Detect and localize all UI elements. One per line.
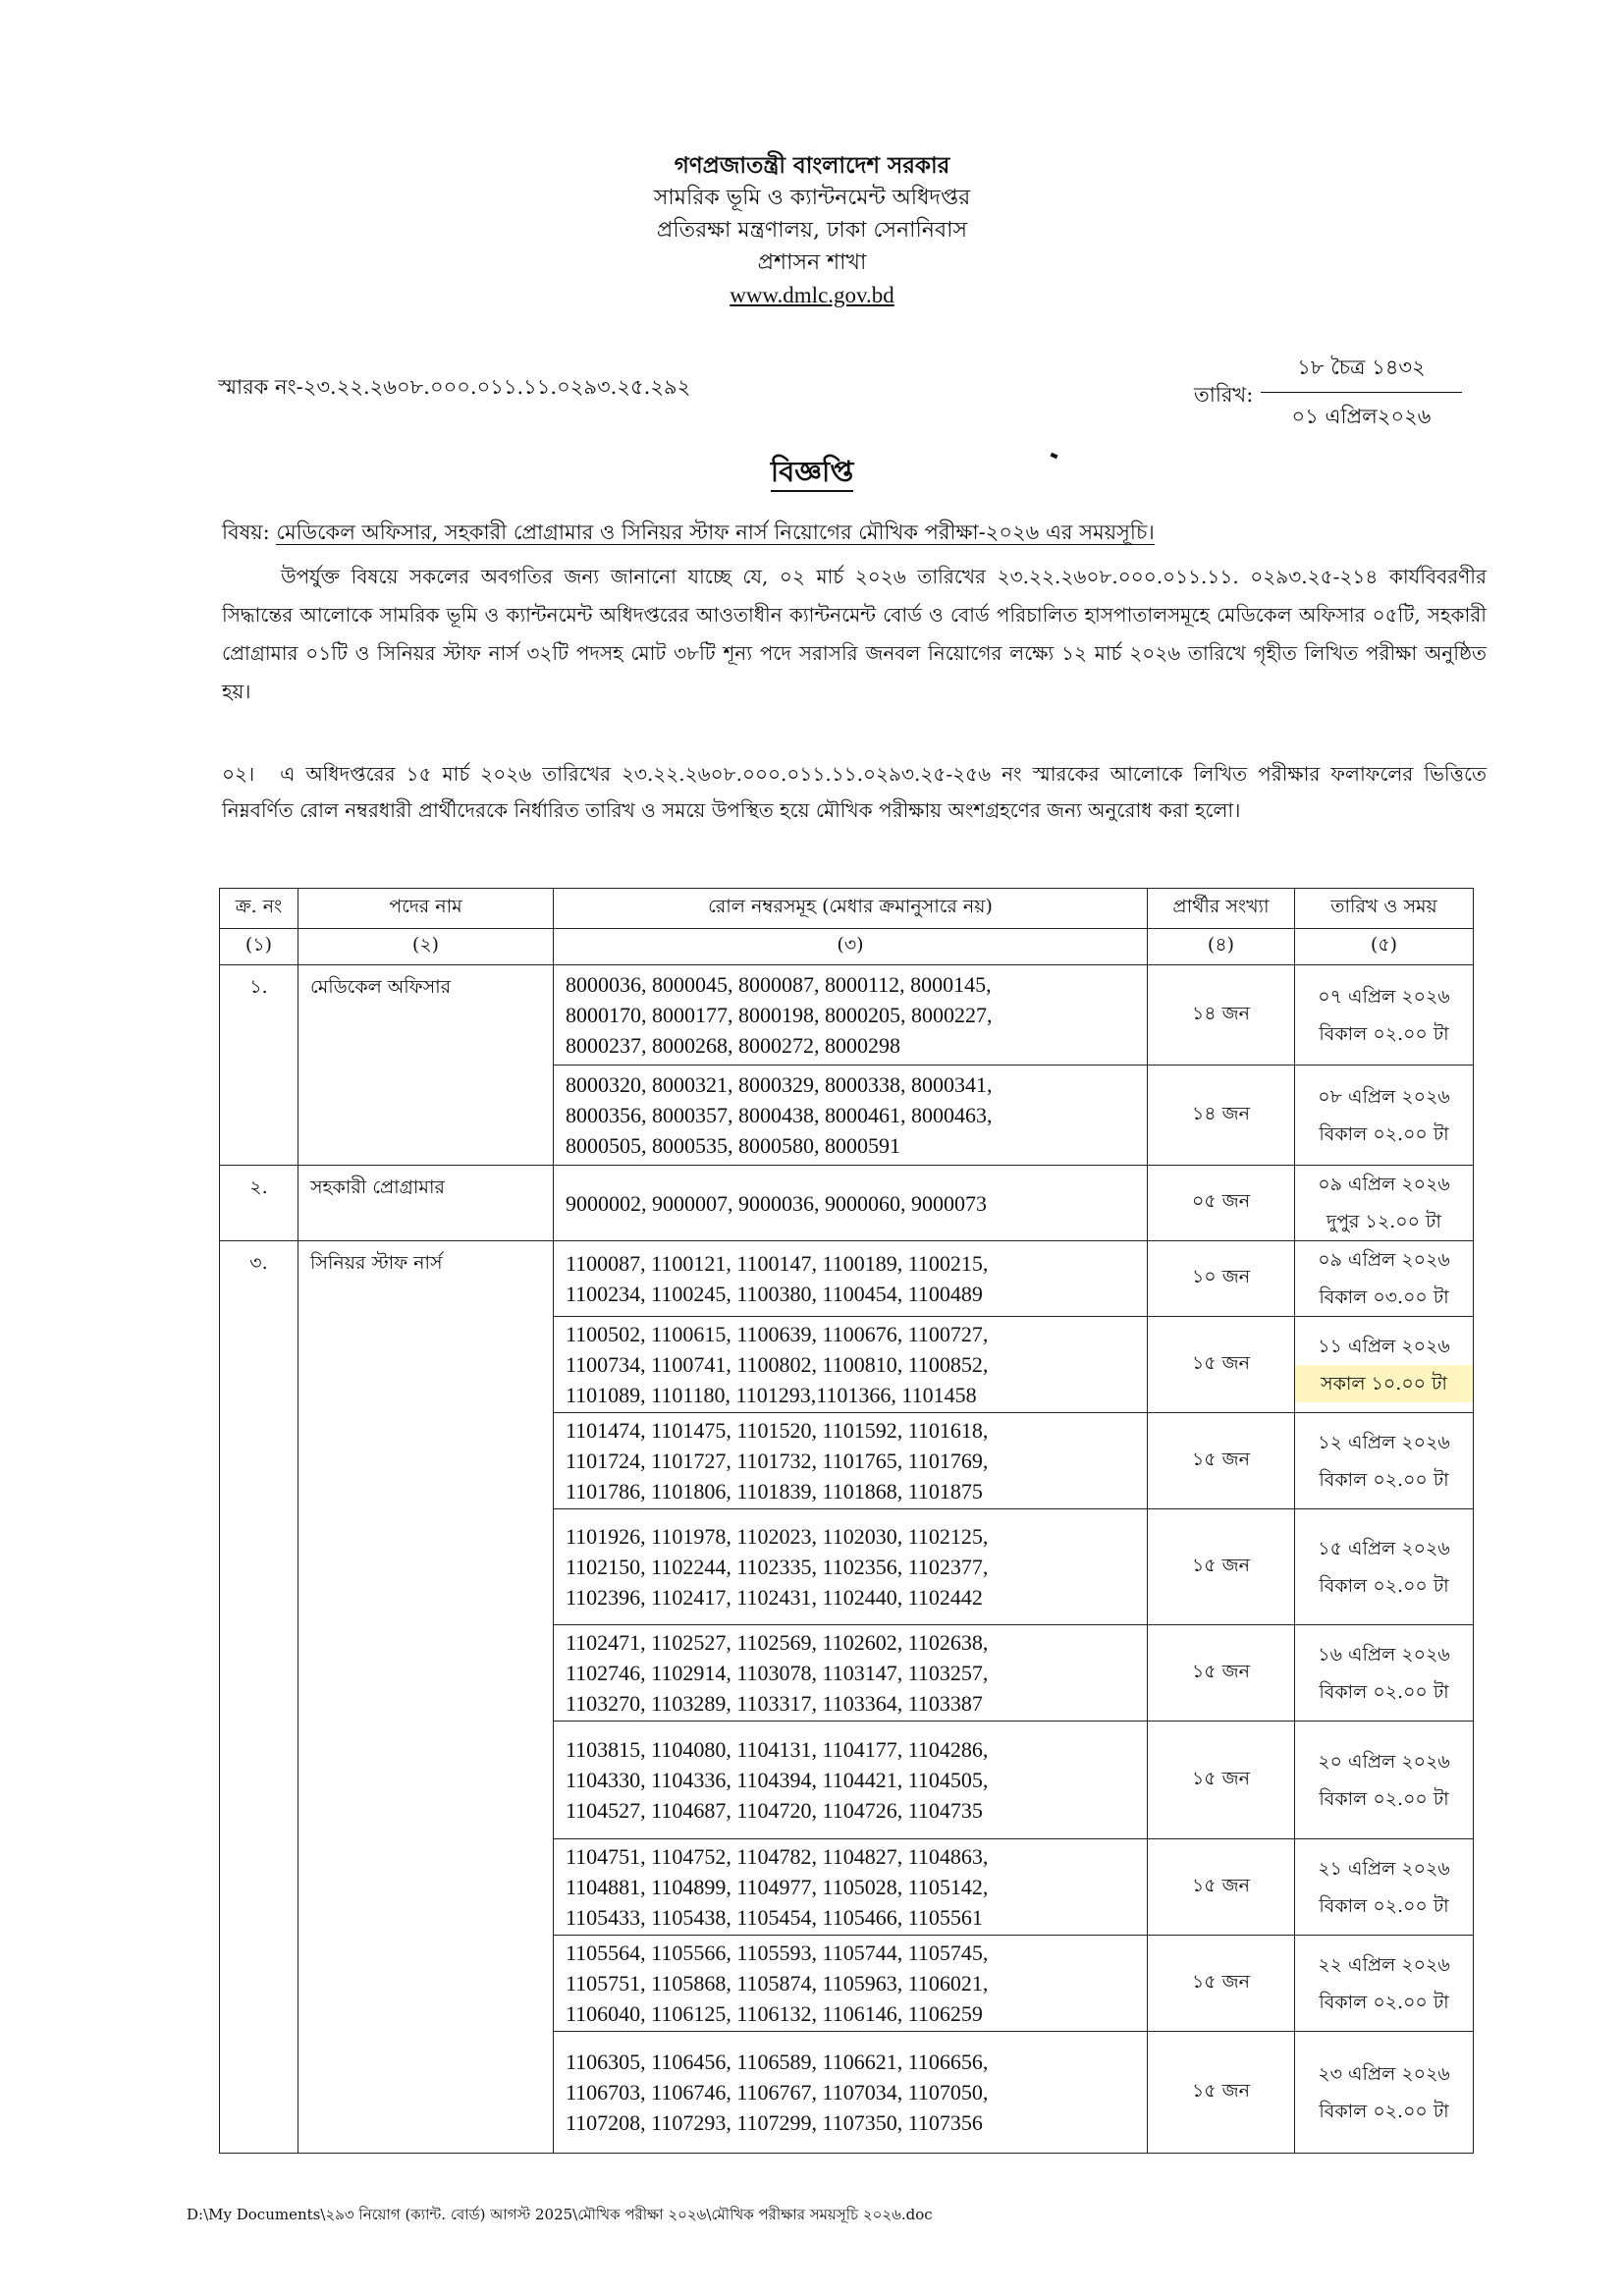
- roll-numbers-cell: [554, 2032, 1148, 2154]
- exam-time: দুপুর ১২.০০ টা: [1326, 1211, 1441, 1232]
- exam-date: ২০ এপ্রিল ২০২৬: [1318, 1750, 1450, 1773]
- exam-date: ০৭ এপ্রিল ২০২৬: [1318, 985, 1450, 1008]
- candidate-count-cell: ১৫ জন: [1148, 1839, 1295, 1936]
- roll-line: 1102746, 1102914, 1103078, 1103147, 1103257,: [566, 1661, 989, 1685]
- date-time-cell: [1295, 1241, 1474, 1317]
- roll-line: 1100734, 1100741, 1100802, 1100810, 1100852,: [566, 1352, 989, 1377]
- post-name-cell: মেডিকেল অফিসার: [298, 965, 554, 1166]
- roll-numbers-cell: [554, 1413, 1148, 1509]
- roll-line: 1104527, 1104687, 1104720, 1104726, 1104735: [566, 1798, 983, 1823]
- date-time-cell: [1295, 1625, 1474, 1722]
- roll-line: 1101786, 1101806, 1101839, 1101868, 1101875: [566, 1479, 983, 1503]
- index-cell: (২): [298, 929, 554, 965]
- roll-line: 1101089, 1101180, 1101293,1101366, 1101458: [566, 1383, 977, 1407]
- header-count: প্রার্থীর সংখ্যা: [1148, 889, 1295, 929]
- candidate-count-cell: ১৪ জন: [1148, 1066, 1295, 1166]
- roll-line: 9000002, 9000007, 9000036, 9000060, 9000073: [566, 1190, 987, 1216]
- date-time-cell: [1295, 1839, 1474, 1936]
- date-time-cell: [1295, 1166, 1474, 1241]
- table-row: [220, 965, 1474, 1066]
- index-cell: (৫): [1295, 929, 1474, 965]
- roll-line: 1102396, 1102417, 1102431, 1102440, 1102442: [566, 1585, 983, 1610]
- date-time-cell: [1295, 1936, 1474, 2032]
- exam-time: বিকাল ০২.০০ টা: [1319, 1680, 1449, 1703]
- date-time-cell: [1295, 1317, 1474, 1413]
- roll-line: 1103270, 1103289, 1103317, 1103364, 1103387: [566, 1691, 983, 1716]
- exam-time: বিকাল ০২.০০ টা: [1319, 1991, 1449, 2013]
- roll-line: 1106703, 1106746, 1106767, 1107034, 1107050,: [566, 2080, 989, 2105]
- roll-numbers-cell: [554, 1625, 1148, 1722]
- date-time-cell: [1295, 1413, 1474, 1509]
- roll-line: 1106305, 1106456, 1106589, 1106621, 1106656,: [566, 2050, 989, 2074]
- roll-numbers-cell: [554, 1166, 1148, 1241]
- date-gregorian: ০১ এপ্রিল২০২৬: [1291, 405, 1432, 428]
- exam-time: বিকাল ০২.০০ টা: [1319, 1787, 1449, 1810]
- roll-numbers-cell: [554, 1839, 1148, 1936]
- exam-time: বিকাল ০২.০০ টা: [1319, 1122, 1449, 1145]
- roll-numbers-cell: [554, 1317, 1148, 1413]
- roll-line: 1105564, 1105566, 1105593, 1105744, 1105745,: [566, 1941, 989, 1965]
- roll-line: 1105751, 1105868, 1105874, 1105963, 1106021,: [566, 1971, 989, 1995]
- exam-date: ১১ এপ্রিল ২০২৬: [1318, 1335, 1450, 1357]
- exam-date: ০৯ এপ্রিল ২০২৬: [1318, 1174, 1450, 1195]
- roll-line: 8000356, 8000357, 8000438, 8000461, 8000463,: [566, 1103, 993, 1127]
- roll-line: 1101474, 1101475, 1101520, 1101592, 1101618,: [566, 1418, 989, 1443]
- date-label: তারিখ:: [1194, 383, 1254, 407]
- index-cell: (৪): [1148, 929, 1295, 965]
- table-row: [220, 1241, 1474, 1317]
- candidate-count-cell: ১৫ জন: [1148, 1722, 1295, 1839]
- exam-time: বিকাল ০২.০০ টা: [1319, 1574, 1449, 1597]
- subject-line: [222, 517, 1489, 551]
- exam-date: ২৩ এপ্রিল ২০২৬: [1318, 2062, 1450, 2085]
- table-index-row: [220, 929, 1474, 965]
- header-rolls: রোল নম্বরসমূহ (মেধার ক্রমানুসারে নয়): [554, 889, 1148, 929]
- exam-date: ১২ এপ্রিল ২০২৬: [1318, 1431, 1450, 1453]
- file-path-footer: D:\My Documents\২৯৩ নিয়োগ (ক্যান্ট. বোর্ড) আগস্ট 2025\মৌখিক পরীক্ষা ২০২৬\মৌখিক পরীক্ষার সময়সূচি ২০২৬.doc: [187, 2206, 933, 2223]
- table-header-row: [220, 889, 1474, 929]
- paragraph-2-number: ০২।: [222, 762, 255, 786]
- roll-numbers-cell: [554, 965, 1148, 1066]
- roll-line: 8000237, 8000268, 8000272, 8000298: [566, 1033, 900, 1058]
- roll-numbers-cell: [554, 1509, 1148, 1625]
- schedule-table: [219, 888, 1474, 2154]
- roll-line: 1104751, 1104752, 1104782, 1104827, 1104863,: [566, 1844, 989, 1869]
- candidate-count-cell: ১৫ জন: [1148, 1509, 1295, 1625]
- date-time-cell: [1295, 1066, 1474, 1166]
- roll-line: 8000170, 8000177, 8000198, 8000205, 8000227,: [566, 1003, 993, 1027]
- paragraph-1: উপর্যুক্ত বিষয়ে সকলের অবগতির জন্য জানানো যাচ্ছে যে, ০২ মার্চ ২০২৬ তারিখের ২৩.২২.২৬০৮.০০০.০১১.১১. ০২৯৩.২৫-২১৪ কার্যবিবরণীর সিদ্ধান্তের আলোকে সামরিক ভূমি ও ক্যান্টনমেন্ট অধিদপ্তরের আওতাধীন ক্যান্টনমেন্ট বোর্ড ও বোর্ড পরিচালিত হাসপাতালসমূহে মেডিকেল অফিসার ০৫টি, সহকারী প্রোগ্রামার ০১টি ও সিনিয়র স্টাফ নার্স ৩২টি পদসহ মোট ৩৮টি শূন্য পদে সরাসরি জনবল নিয়োগের লক্ষ্যে ১২ মার্চ ২০২৬ তারিখে গৃহীত লিখিত পরীক্ষা অনুষ্ঠিত হয়।: [222, 565, 1487, 703]
- branch-name: প্রশাসন শাখা: [757, 250, 867, 275]
- post-name-cell: সিনিয়র স্টাফ নার্স: [298, 1241, 554, 2154]
- exam-time: বিকাল ০৩.০০ টা: [1319, 1286, 1449, 1308]
- memo-number: স্মারক নং-২৩.২২.২৬০৮.০০০.০১১.১১.০২৯৩.২৫.২৯২: [218, 375, 691, 399]
- roll-line: 1107208, 1107293, 1107299, 1107350, 1107356: [566, 2110, 983, 2135]
- subject-label: বিষয়:: [222, 520, 270, 544]
- serial-cell: ১.: [220, 965, 298, 1166]
- exam-time: বিকাল ০২.০০ টা: [1319, 1894, 1449, 1917]
- candidate-count-cell: ১৫ জন: [1148, 1317, 1295, 1413]
- letterhead: [0, 149, 1624, 312]
- serial-cell: ৩.: [220, 1241, 298, 2154]
- candidate-count-cell: ১০ জন: [1148, 1241, 1295, 1317]
- roll-numbers-cell: [554, 1722, 1148, 1839]
- roll-numbers-cell: [554, 1936, 1148, 2032]
- exam-time: বিকাল ০২.০০ টা: [1319, 2100, 1449, 2122]
- date-time-cell: [1295, 1509, 1474, 1625]
- serial-cell: ২.: [220, 1166, 298, 1241]
- government-name: গণপ্রজাতন্ত্রী বাংলাদেশ সরকার: [674, 152, 950, 179]
- candidate-count-cell: ১৫ জন: [1148, 1936, 1295, 2032]
- roll-line: 1105433, 1105438, 1105454, 1105466, 1105561: [566, 1905, 983, 1930]
- exam-date: ০৮ এপ্রিল ২০২৬: [1318, 1085, 1450, 1108]
- exam-time: বিকাল ০২.০০ টা: [1319, 1022, 1449, 1045]
- index-cell: (১): [220, 929, 298, 965]
- roll-line: 1100087, 1100121, 1100147, 1100189, 1100215,: [566, 1251, 989, 1276]
- roll-line: 1103815, 1104080, 1104131, 1104177, 1104286,: [566, 1737, 989, 1762]
- exam-date: ১৫ এপ্রিল ২০২৬: [1318, 1537, 1450, 1559]
- paragraph-2-text: এ অধিদপ্তরের ১৫ মার্চ ২০২৬ তারিখের ২৩.২২.২৬০৮.০০০.০১১.১১.০২৯৩.২৫-২৫৬ নং স্মারকের আলোকে লিখিত পরীক্ষার ফলাফলের ভিত্তিতে নিম্নবর্ণিত রোল নম্বরধারী প্রার্থীদেরকে নির্ধারিত তারিখ ও সময়ে উপস্থিত হয়ে মৌখিক পরীক্ষায় অংশগ্রহণের জন্য অনুরোধ করা হলো।: [222, 762, 1487, 822]
- website-link[interactable]: www.dmlc.gov.bd: [730, 283, 894, 307]
- roll-line: 1100502, 1100615, 1100639, 1100676, 1100727,: [566, 1322, 989, 1346]
- candidate-count-cell: ১৫ জন: [1148, 1413, 1295, 1509]
- candidate-count-cell: ১৫ জন: [1148, 2032, 1295, 2154]
- roll-numbers-cell: [554, 1066, 1148, 1166]
- roll-line: 8000505, 8000535, 8000580, 8000591: [566, 1133, 900, 1158]
- candidate-count-cell: ০৫ জন: [1148, 1166, 1295, 1241]
- date-bengali: ১৮ চৈত্র ১৪৩২: [1261, 352, 1462, 393]
- table-row: [220, 1166, 1474, 1241]
- header-serial: ক্র. নং: [220, 889, 298, 929]
- index-cell: (৩): [554, 929, 1148, 965]
- roll-line: 1101724, 1101727, 1101732, 1101765, 1101769,: [566, 1449, 989, 1473]
- roll-line: 1106040, 1106125, 1106132, 1106146, 1106259: [566, 2001, 983, 2026]
- roll-line: 8000320, 8000321, 8000329, 8000338, 8000341,: [566, 1072, 993, 1097]
- post-name-cell: সহকারী প্রোগ্রামার: [298, 1166, 554, 1241]
- roll-line: 8000036, 8000045, 8000087, 8000112, 8000145,: [566, 972, 992, 997]
- paragraph-2: [222, 756, 1487, 829]
- exam-time: সকাল ১০.০০ টা: [1295, 1365, 1473, 1402]
- exam-date: ০৯ এপ্রিল ২০২৬: [1318, 1249, 1450, 1271]
- ministry-name: প্রতিরক্ষা মন্ত্রণালয়, ঢাকা সেনানিবাস: [656, 218, 968, 243]
- roll-line: 1104881, 1104899, 1104977, 1105028, 1105142,: [566, 1875, 989, 1899]
- exam-date: ২১ এপ্রিল ২০২৬: [1318, 1857, 1450, 1880]
- exam-date: ২২ এপ্রিল ২০২৬: [1318, 1953, 1450, 1976]
- date-time-cell: [1295, 2032, 1474, 2154]
- exam-date: ১৬ এপ্রিল ২০২৬: [1318, 1643, 1450, 1666]
- notice-title-text: বিজ্ঞপ্তি: [771, 455, 853, 492]
- header-post: পদের নাম: [298, 889, 554, 929]
- roll-numbers-cell: [554, 1241, 1148, 1317]
- exam-time: বিকাল ০২.০০ টা: [1319, 1468, 1449, 1491]
- date-block: [1261, 352, 1462, 435]
- roll-line: 1101926, 1101978, 1102023, 1102030, 1102125,: [566, 1524, 989, 1549]
- roll-line: 1102471, 1102527, 1102569, 1102602, 1102638,: [566, 1630, 989, 1655]
- roll-line: 1102150, 1102244, 1102335, 1102356, 1102377,: [566, 1555, 989, 1579]
- candidate-count-cell: ১৪ জন: [1148, 965, 1295, 1066]
- roll-line: 1104330, 1104336, 1104394, 1104421, 1104505,: [566, 1768, 989, 1792]
- directorate-name: সামরিক ভূমি ও ক্যান্টনমেন্ট অধিদপ্তর: [653, 186, 971, 210]
- candidate-count-cell: ১৫ জন: [1148, 1625, 1295, 1722]
- date-time-cell: [1295, 1722, 1474, 1839]
- roll-line: 1100234, 1100245, 1100380, 1100454, 1100489: [566, 1282, 983, 1306]
- date-time-cell: [1295, 965, 1474, 1066]
- subject-text: মেডিকেল অফিসার, সহকারী প্রোগ্রামার ও সিনিয়র স্টাফ নার্স নিয়োগের মৌখিক পরীক্ষা-২০২৬ এর সময়সূচি।: [276, 520, 1155, 544]
- header-datetime: তারিখ ও সময়: [1295, 889, 1474, 929]
- notice-title: [0, 450, 1624, 498]
